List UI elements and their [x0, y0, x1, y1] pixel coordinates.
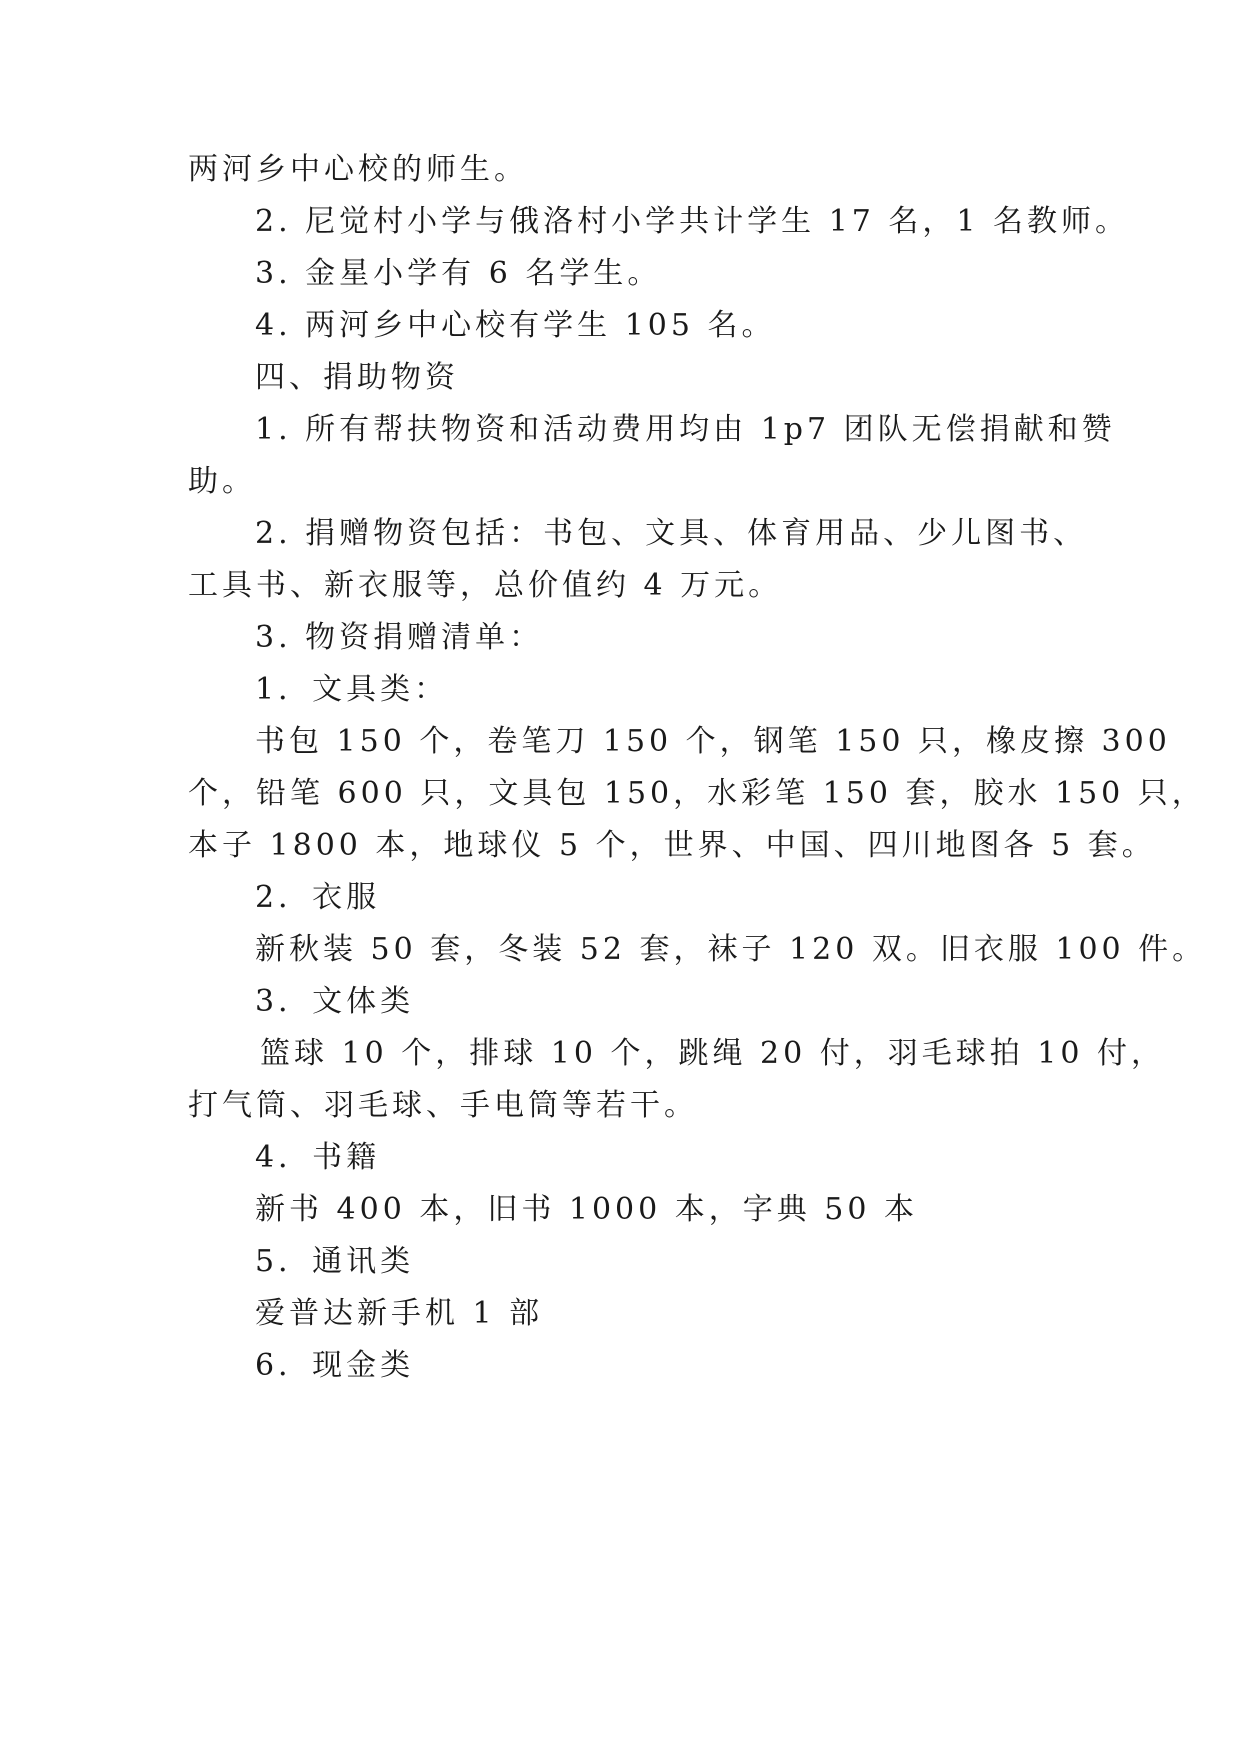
list-subheading: 4．书籍 [255, 1140, 381, 1175]
list-subheading: 2．衣服 [255, 880, 381, 915]
paragraph-line: 3. 金星小学有 6 名学生。 [255, 256, 662, 291]
paragraph-line: 工具书、新衣服等，总价值约 4 万元。 [188, 568, 783, 603]
paragraph-line: 助。 [188, 464, 256, 499]
paragraph-line: 书包 150 个，卷笔刀 150 个，钢笔 150 只，橡皮擦 300 [255, 724, 1171, 759]
paragraph-line: 2. 捐赠物资包括：书包、文具、体育用品、少儿图书、 [255, 516, 1088, 551]
paragraph-line: 两河乡中心校的师生。 [188, 152, 528, 187]
list-subheading: 1．文具类： [255, 672, 449, 707]
paragraph-line: 1. 所有帮扶物资和活动费用均由 1p7 团队无偿捐献和赞 [255, 412, 1116, 447]
list-subheading: 3．文体类 [255, 984, 415, 1019]
paragraph-line: 新书 400 本，旧书 1000 本，字典 50 本 [255, 1192, 918, 1227]
paragraph-line: 新秋装 50 套，冬装 52 套，袜子 120 双。旧衣服 100 件。 [255, 932, 1207, 967]
paragraph-line: 爱普达新手机 1 部 [255, 1296, 544, 1331]
list-subheading: 5．通讯类 [255, 1244, 415, 1279]
paragraph-line: 4. 两河乡中心校有学生 105 名。 [255, 308, 776, 343]
paragraph-line: 2. 尼觉村小学与俄洛村小学共计学生 17 名，1 名教师。 [255, 204, 1130, 239]
list-subheading: 6．现金类 [255, 1348, 415, 1383]
paragraph-line: 3. 物资捐赠清单： [255, 620, 544, 655]
paragraph-line: 篮球 10 个，排球 10 个，跳绳 20 付，羽毛球拍 10 付， [260, 1036, 1165, 1071]
section-heading: 四、捐助物资 [255, 360, 459, 395]
paragraph-line: 个，铅笔 600 只，文具包 150，水彩笔 150 套，胶水 150 只， [188, 776, 1206, 811]
paragraph-line: 打气筒、羽毛球、手电筒等若干。 [188, 1088, 698, 1123]
paragraph-line: 本子 1800 本，地球仪 5 个，世界、中国、四川地图各 5 套。 [188, 828, 1156, 863]
